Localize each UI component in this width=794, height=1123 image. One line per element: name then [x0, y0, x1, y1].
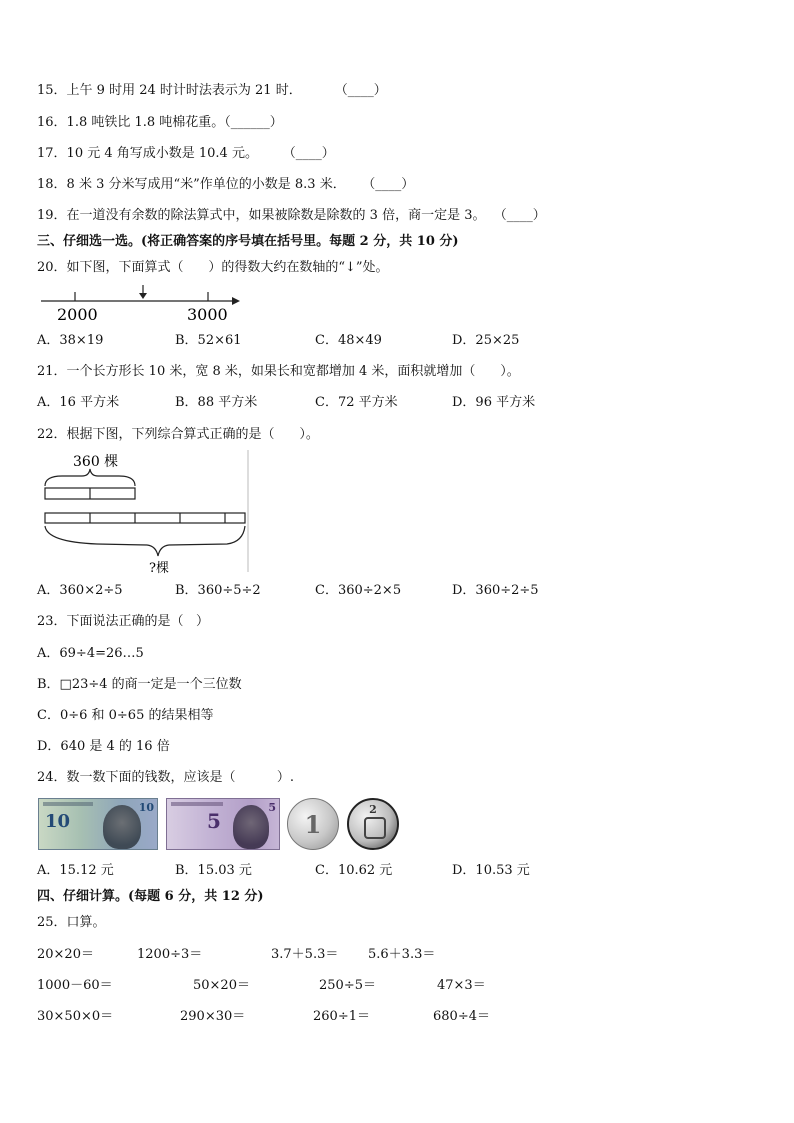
- q22-option-d: D．360÷2÷5: [452, 583, 539, 598]
- bottom-brace: [45, 526, 245, 556]
- q20-option-a: A．38×19: [37, 333, 104, 348]
- calc-1-3: 3.7＋5.3＝: [271, 947, 339, 962]
- calc-3-3: 260÷1＝: [313, 1009, 370, 1024]
- down-arrow-head: [139, 293, 147, 299]
- q24-option-b: B．15.03 元: [175, 863, 252, 878]
- q21-option-d: D．96 平方米: [452, 395, 536, 410]
- calc-2-3: 250÷5＝: [319, 978, 376, 993]
- question-24-stem: 24．数一数下面的钱数，应该是（ ）.: [37, 770, 294, 785]
- bottom-bar: [45, 513, 245, 523]
- q23-option-d: D．640 是 4 的 16 倍: [37, 739, 170, 754]
- q22-option-a: A．360×2÷5: [37, 583, 123, 598]
- q20-option-b: B．52×61: [175, 333, 242, 348]
- section-3-title: 三、仔细选一选。(将正确答案的序号填在括号里。每题 2 分，共 10 分): [37, 234, 459, 249]
- coin-value-2: 2: [369, 803, 377, 816]
- q21-option-c: C．72 平方米: [315, 395, 398, 410]
- calc-1-2: 1200÷3＝: [137, 947, 203, 962]
- banknote-value-5: 5: [207, 809, 221, 833]
- calc-3-2: 290×30＝: [180, 1009, 246, 1024]
- question-20-stem: 20．如下图，下面算式（ ）的得数大约在数轴的“↓”处。: [37, 260, 389, 275]
- number-line-figure: [37, 284, 247, 324]
- coin-emblem: [364, 817, 386, 839]
- question-18: 18．8 米 3 分米写成用“米”作单位的小数是 8.3 米． （____）: [37, 177, 415, 192]
- calc-2-1: 1000－60＝: [37, 978, 113, 993]
- q23-option-a: A．69÷4=26…5: [37, 646, 144, 661]
- question-16: 16．1.8 吨铁比 1.8 吨棉花重。（______）: [37, 115, 283, 130]
- five-yuan-banknote: [166, 798, 280, 850]
- section-4-title: 四、仔细计算。(每题 6 分，共 12 分): [37, 889, 264, 904]
- number-line-arrowhead: [232, 297, 240, 305]
- q24-option-d: D．10.53 元: [452, 863, 530, 878]
- banknote-corner-value-5: 5: [268, 801, 276, 814]
- one-yuan-coin: [287, 798, 339, 850]
- q22-option-b: B．360÷5÷2: [175, 583, 261, 598]
- question-21-stem: 21．一个长方形长 10 米，宽 8 米，如果长和宽都增加 4 米，面积就增加（ ）。: [37, 364, 520, 379]
- q23-option-c: C．0÷6 和 0÷65 的结果相等: [37, 708, 214, 723]
- coin-value-1: 1: [304, 810, 322, 839]
- calc-1-1: 20×20＝: [37, 947, 94, 962]
- calc-3-1: 30×50×0＝: [37, 1009, 114, 1024]
- calc-1-4: 5.6＋3.3＝: [368, 947, 436, 962]
- banknote-header-strip: [43, 802, 93, 806]
- portrait-figure: [233, 805, 269, 849]
- q21-option-b: B．88 平方米: [175, 395, 258, 410]
- two-fen-coin: [347, 798, 399, 850]
- banknote-header-strip: [171, 802, 223, 806]
- axis-label-2000: 2000: [57, 305, 98, 324]
- calc-3-4: 680÷4＝: [433, 1009, 490, 1024]
- q21-option-a: A．16 平方米: [37, 395, 120, 410]
- q24-option-c: C．10.62 元: [315, 863, 393, 878]
- calc-2-2: 50×20＝: [193, 978, 250, 993]
- q22-option-c: C．360÷2×5: [315, 583, 402, 598]
- question-23-stem: 23．下面说法正确的是（ ）: [37, 614, 209, 629]
- question-15: 15．上午 9 时用 24 时计时法表示为 21 时． （____）: [37, 83, 387, 98]
- top-brace: [45, 469, 135, 486]
- question-22-stem: 22．根据下图，下列综合算式正确的是（ ）。: [37, 427, 319, 442]
- q20-option-c: C．48×49: [315, 333, 382, 348]
- question-19: 19．在一道没有余数的除法算式中，如果被除数是除数的 3 倍，商一定是 3。 （____）: [37, 208, 546, 223]
- banknote-value-10: 10: [45, 811, 71, 832]
- banknote-corner-value-10: 10: [138, 801, 154, 814]
- ten-yuan-banknote: [38, 798, 158, 850]
- portrait-figure: [103, 805, 141, 849]
- calc-2-4: 47×3＝: [437, 978, 486, 993]
- q20-option-d: D．25×25: [452, 333, 520, 348]
- label-unknown-trees: ?棵: [149, 561, 169, 576]
- question-25-stem: 25．口算。: [37, 915, 106, 930]
- q23-option-b: B．□23÷4 的商一定是一个三位数: [37, 677, 242, 692]
- line-segment-figure: [37, 450, 252, 576]
- label-360-trees: 360 棵: [73, 454, 119, 470]
- question-17: 17．10 元 4 角写成小数是 10.4 元。 （____）: [37, 146, 335, 161]
- axis-label-3000: 3000: [187, 305, 228, 324]
- q24-option-a: A．15.12 元: [37, 863, 114, 878]
